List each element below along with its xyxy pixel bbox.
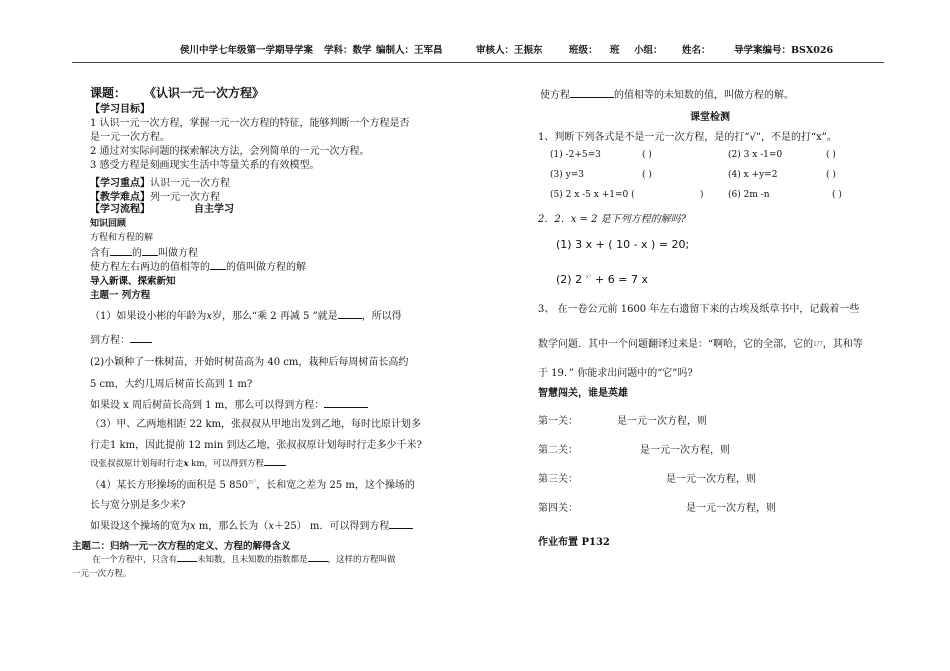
q4c-mid: m，那么长为（: [195, 521, 269, 532]
topic-1: 主题一 列方程: [90, 290, 151, 301]
q4-line-b: 长与宽分别是多少米?: [90, 500, 186, 511]
goals-heading: 【学习目标】: [90, 104, 150, 115]
check-q1: 1、判断下列各式是不是一元一次方程，是的打“√”，不是的打“x”。: [538, 132, 837, 143]
check-q2: 2．2．x = 2 是下列方程的解吗?: [538, 214, 687, 225]
equation-2: [556, 273, 648, 286]
eq2-pre: (2) 2: [556, 273, 586, 286]
item-3: (3) y=3: [550, 170, 584, 180]
def-a2: 未知数，且未知数的指数都是: [197, 555, 308, 565]
blank-q2[interactable]: [324, 397, 368, 408]
q1a-pre: （1）如果设小彬的年龄为: [90, 311, 207, 322]
q2-line-b: 5 cm，大约几周后树苗长高到 1 m?: [90, 379, 253, 390]
q3b-post: ，其和等: [822, 339, 863, 350]
q2-line-c: [90, 396, 368, 411]
q1a-post: 岁，那么“乘 2 再减 5 ”就是: [212, 311, 338, 322]
blank-q1a[interactable]: [338, 308, 362, 319]
review-2a: 含有: [90, 248, 110, 259]
review-2b: 的: [132, 248, 142, 259]
header-school: 侯川中学七年级第一学期导学案: [180, 45, 314, 56]
lesson-title: 《认识一元一次方程》: [144, 86, 265, 100]
item-5-paren[interactable]: ): [700, 190, 704, 200]
check-q3-a: 3、 在一卷公元前 1600 年左右遗留下来的古埃及纸草书中，记载着一些: [538, 304, 860, 315]
item-3-paren[interactable]: ( ): [642, 170, 652, 180]
q4c-expr: x: [268, 521, 274, 532]
q1-line-a: [90, 307, 402, 322]
review-2c: 叫做方程: [158, 248, 198, 259]
q3c-pre: 设张叔叔原计划每时行走: [90, 459, 184, 469]
header-code: 导学案编号：BSX026: [734, 45, 834, 56]
header-class: 班级：: [569, 45, 598, 56]
homework: 作业布置 P132: [538, 537, 610, 548]
q2c: 如果设 x 周后树苗长高到 1 m，那么可以得到方程：: [90, 400, 325, 411]
goal-1a: 1 认识一元一次方程，掌握一元一次方程的特征，能够判断一个方程是否: [90, 118, 410, 129]
item-4: (4) x +y=2: [728, 170, 778, 180]
topic-2: 主题二：归纳一元一次方程的定义、方程的解得含义: [72, 541, 291, 552]
blank-1[interactable]: [110, 245, 132, 256]
review-1: 方程和方程的解: [90, 233, 154, 243]
q2-line-a: (2)小颖种了一株树苗，开始时树苗高为 40 cm，栽种后每周树苗长高约: [90, 357, 409, 368]
process-heading: 【学习流程】: [90, 204, 150, 215]
review-2: [90, 244, 198, 259]
q3b-pre: 数学问题．其中一个问题翻译过来是：“啊哈，它的全部，它的: [538, 339, 814, 350]
level-2-label: 第二关：: [538, 445, 578, 456]
lesson-label: 课题：: [90, 86, 127, 100]
q4c-pre: 如果设这个操场的宽为: [90, 521, 190, 532]
equation-1: (1) 3 x + ( 10 - x ) = 20;: [556, 238, 690, 251]
review-heading: 知识回顾: [90, 219, 127, 229]
q3c-var: x: [183, 459, 189, 469]
goal-3: 3 感受方程是刻画现实生活中等量关系的有效模型。: [90, 160, 320, 171]
definition-line-a: [92, 552, 396, 565]
goal-2: 2 通过对实际问题的探索解决方法，会列简单的一元一次方程。: [90, 146, 370, 157]
review-3: [90, 258, 306, 273]
blank-2[interactable]: [142, 245, 158, 256]
focus-text: 认识一元一次方程: [150, 178, 230, 189]
q3-line-a: （3）甲、乙两地相距 22 km，张叔叔从甲地出发到乙地，每时比原计划多: [90, 419, 421, 430]
q4c-post: ＋25） m．可以得到方程: [273, 521, 390, 532]
check-q3-c: 于 19．” 你能求出问题中的“它”吗?: [538, 368, 693, 379]
level-1-label: 第一关：: [538, 416, 578, 427]
q1-line-b: [90, 331, 152, 346]
q4a-pre: （4）某长方形操场的面积是 5 850: [90, 480, 249, 491]
level-1-text: 是一元一次方程，则: [617, 416, 707, 427]
blank-q4[interactable]: [389, 518, 413, 529]
q3b-frac: 1/7: [813, 340, 823, 348]
q4c-var: x: [190, 521, 196, 532]
item-6-paren[interactable]: ( ): [832, 190, 842, 200]
difficulty-heading: 【教学难点】: [90, 192, 150, 203]
item-4-paren[interactable]: ( ): [826, 170, 836, 180]
header-subject: 学科：数学: [324, 45, 372, 56]
level-2-text: 是一元一次方程，则: [640, 445, 730, 456]
level-3-label: 第三关：: [538, 474, 578, 485]
header-rule: [72, 62, 884, 63]
blank-def-2[interactable]: [308, 552, 328, 562]
eq2-sup: x²: [585, 273, 592, 281]
item-1-paren[interactable]: ( ): [642, 150, 652, 160]
blank-3[interactable]: [210, 259, 226, 270]
q4-line-a: [90, 476, 415, 491]
self-study: 自主学习: [194, 204, 234, 215]
item-1: (1) -2+5=3: [550, 150, 601, 160]
header-reviewer: 审核人：王振东: [476, 45, 543, 56]
q4a-post: ，长和宽之差为 25 m，这个操场的: [256, 480, 415, 491]
q1b: 到方程：: [90, 335, 130, 346]
check-q3-b: [538, 335, 863, 350]
intro-heading: 导入新课、探索新知: [90, 276, 176, 287]
q4a-sup: m²: [248, 478, 257, 486]
difficulty-text: 列一元一次方程: [150, 192, 220, 203]
goal-1b: 是一元一次方程。: [90, 132, 170, 143]
review-3a: 使方程左右两边的值相等的: [90, 262, 210, 273]
right-top-line: [540, 86, 794, 101]
q3-line-c: [90, 456, 286, 469]
item-2-paren[interactable]: ( ): [826, 150, 836, 160]
check-heading: 课堂检测: [690, 112, 730, 123]
focus-heading: 【学习重点】: [90, 178, 150, 189]
item-5: (5) 2 x -5 x +1=0 (: [550, 190, 635, 200]
blank-def-1[interactable]: [177, 552, 197, 562]
item-2: (2) 3 x -1=0: [728, 150, 783, 160]
q3c-post: km，可以得到方程: [188, 459, 265, 469]
blank-q1b[interactable]: [130, 332, 152, 343]
def-a1: 在一个方程中，只含有: [92, 555, 178, 565]
definition-line-b: 一元一次方程。: [72, 569, 132, 579]
header-group: 小组：: [634, 45, 663, 56]
blank-top[interactable]: [570, 87, 614, 98]
wisdom-heading: 智慧闯关，谁是英雄: [538, 388, 628, 399]
level-3-text: 是一元一次方程，则: [666, 474, 756, 485]
level-4-text: 是一元一次方程，则: [686, 503, 776, 514]
q4-line-c: [90, 517, 413, 532]
item-6: (6) 2m -n: [728, 190, 770, 200]
header-name: 姓名：: [682, 45, 711, 56]
header-ban: 班: [610, 45, 620, 56]
q1a-var: x: [206, 311, 213, 322]
q1a-end: ，所以得: [361, 311, 402, 322]
header-editor: 编制人：王军昌: [376, 45, 443, 56]
def-a3: ，这样的方程叫做: [327, 555, 396, 565]
eq2-post: + 6 = 7 x: [591, 273, 648, 286]
top-a: 使方程: [540, 90, 570, 101]
blank-q3[interactable]: [264, 456, 286, 466]
review-3b: 的值叫做方程的解: [226, 262, 306, 273]
level-4-label: 第四关：: [538, 503, 578, 514]
top-b: 的值相等的未知数的值，叫做方程的解。: [614, 90, 794, 101]
q3-line-b: 行走1 km，因此提前 12 min 到达乙地，张叔叔原计划每时行走多少千米?: [90, 440, 422, 451]
